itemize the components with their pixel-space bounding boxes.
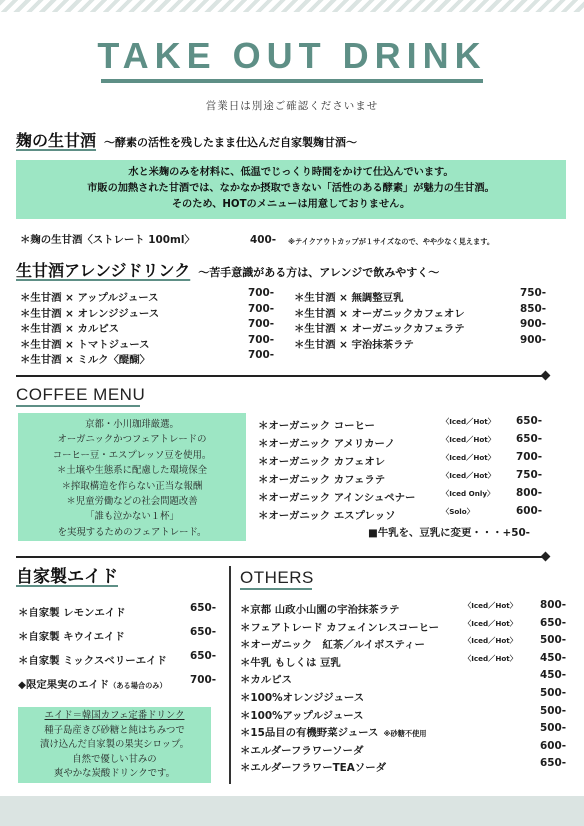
item-option: 〈Iced／Hot〉: [464, 601, 517, 610]
item-price: 900-: [520, 318, 547, 331]
amazake-box-line: そのため、HOTのメニューは用意しておりません。: [171, 199, 411, 210]
item-price: 700-: [248, 287, 275, 299]
list-item: [20, 348, 275, 367]
item-price: 500-: [540, 634, 567, 647]
item-option: 〈Iced Only〉: [442, 489, 495, 498]
page-subtitle: 営業日は別途ご確認くださいませ: [205, 100, 379, 112]
list-item: [20, 286, 275, 302]
top-stripe-band: [0, 0, 584, 12]
coffee-heading: COFFEE MENU: [16, 385, 146, 404]
item-option: 〈Iced／Hot〉: [464, 636, 517, 646]
item-name: ＊エルダーフラワーソーダ: [240, 744, 364, 757]
item-name: ＊100%アップルジュース: [240, 709, 364, 722]
list-item: [258, 450, 558, 468]
list-item: [18, 601, 223, 625]
list-item: [240, 668, 570, 686]
item-option: 〈Iced／Hot〉: [442, 435, 495, 444]
list-item: [294, 333, 554, 349]
list-item: [20, 333, 275, 349]
item-name: ＊京都 山政小山園の宇治抹茶ラテ: [240, 604, 400, 616]
soy-milk-note: ■牛乳を、豆乳に変更・・・+50-: [368, 527, 530, 539]
amazake-box-line: 水と米麹のみを材料に、低温でじっくり時間をかけて仕込んでいます。: [128, 167, 454, 178]
item-price: 650-: [190, 650, 217, 662]
item-name: ◆限定果実のエイド: [18, 679, 110, 691]
item-option: 〈Iced／Hot〉: [442, 453, 495, 462]
item-name: ＊生甘酒 × カルピス: [20, 323, 120, 336]
coffee-box-line: ＊児童労働などの社会問題改善: [66, 496, 198, 508]
item-name: ＊生甘酒 × オーガニックカフェオレ: [294, 307, 465, 320]
section-divider: [16, 375, 546, 377]
ade-box-line: 自然で優しい甘みの: [72, 753, 157, 765]
item-name: ＊自家製 ミックスベリーエイド: [18, 655, 167, 667]
item-price: 650-: [190, 626, 217, 638]
list-item: [20, 317, 275, 336]
item-name: ＊自家製 キウイエイド: [18, 631, 125, 643]
amazake-straight-price: 400-: [250, 234, 277, 246]
coffee-box-line: ＊土壌や生態系に配慮した環境保全: [56, 465, 207, 477]
list-item: [240, 739, 570, 757]
item-price: 650-: [540, 616, 567, 629]
item-price: 650-: [516, 415, 543, 427]
item-price: 700-: [190, 674, 217, 686]
item-name: ＊生甘酒 × 無調整豆乳: [294, 292, 404, 304]
amazake-box-line: 市販の加熱された甘酒では、なかなか摂取できない「活性のある酵素」が魅力の生甘酒。: [87, 183, 495, 194]
list-item: [18, 649, 223, 673]
item-price: 850-: [520, 302, 547, 315]
amazake-subtitle: ～酵素の活性を残したまま仕込んだ自家製麹甘酒～: [104, 136, 358, 149]
list-item: [240, 756, 570, 774]
coffee-box-line: を実現するためのフェアトレード。: [57, 526, 207, 538]
list-item: [240, 598, 570, 616]
item-option: 〈Iced／Hot〉: [464, 653, 517, 663]
item-name: ＊15品目の有機野菜ジュース: [240, 727, 379, 740]
item-name: ＊牛乳 もしくは 豆乳: [240, 656, 341, 669]
item-price: 700-: [248, 302, 275, 315]
item-name: ＊フェアトレード カフェインレスコーヒー: [240, 621, 440, 634]
item-option: 〈Iced／Hot〉: [464, 618, 517, 628]
coffee-box-line: オーガニックかつフェアトレードの: [57, 434, 207, 446]
list-item: [18, 625, 223, 649]
item-option: 〈Solo〉: [442, 507, 474, 516]
item-price: 600-: [516, 505, 543, 517]
ade-title: 自家製エイド: [16, 567, 118, 587]
item-name: ＊オーガニック カフェオレ: [258, 456, 386, 468]
list-item: [18, 673, 223, 697]
arrange-right-list: [294, 286, 554, 351]
ade-heading: [16, 567, 118, 587]
page-title: TAKE OUT DRINK: [97, 35, 487, 76]
coffee-heading-underline: [16, 405, 140, 407]
others-heading-underline: [240, 588, 312, 590]
item-option: 〈Iced／Hot〉: [442, 471, 495, 480]
item-name: ＊カルピス: [240, 674, 292, 687]
item-price: 700-: [516, 451, 543, 463]
others-list: [240, 598, 570, 774]
item-name: ＊自家製 レモンエイド: [18, 607, 126, 619]
amazake-title: 麹の生甘酒: [16, 131, 97, 150]
item-price: 750-: [520, 287, 547, 299]
list-item: [258, 468, 558, 486]
list-item: [258, 504, 558, 522]
item-name: ＊生甘酒 × 宇治抹茶ラテ: [294, 338, 414, 351]
item-price: 800-: [540, 599, 567, 611]
list-item: [258, 432, 558, 450]
item-name: ＊生甘酒 × オーガニックカフェラテ: [294, 323, 465, 336]
item-name: ＊生甘酒 × アップルジュース: [20, 292, 159, 304]
item-price: 700-: [248, 349, 275, 362]
item-price: 600-: [540, 739, 567, 752]
ade-box-head: エイド＝韓国カフェ定番ドリンク: [44, 710, 185, 721]
list-item: [294, 317, 554, 336]
ade-box-line: 種子島産きび砂糖と純はちみつで: [44, 724, 185, 736]
item-price: 500-: [540, 722, 567, 735]
coffee-box-line: 「誰も泣かない１杯」: [85, 511, 179, 523]
coffee-list: [258, 414, 558, 522]
item-price: 500-: [540, 704, 567, 717]
item-name: ＊オーガニック エスプレッソ: [258, 510, 396, 522]
item-price: 900-: [520, 333, 547, 346]
others-heading: OTHERS: [240, 568, 314, 587]
item-name: ＊生甘酒 × オレンジジュース: [20, 307, 160, 320]
item-option: 〈Iced／Hot〉: [442, 417, 495, 426]
coffee-info-box: [18, 413, 246, 541]
item-note: （ある場合のみ）: [109, 681, 167, 690]
item-name: ＊オーガニック コーヒー: [258, 420, 375, 432]
list-item: [294, 286, 554, 302]
ade-list: [18, 601, 223, 697]
list-item: [240, 721, 570, 739]
item-name: ＊オーガニック アインシュペナー: [258, 492, 416, 504]
item-note: ※砂糖不使用: [383, 729, 427, 739]
title-underline: [101, 79, 483, 83]
item-name: ＊オーガニック アメリカーノ: [258, 438, 396, 450]
item-price: 500-: [540, 686, 567, 699]
item-price: 450-: [540, 669, 567, 682]
list-item: [294, 302, 554, 318]
list-item: [20, 302, 275, 318]
coffee-box-line: 京都・小川珈琲厳選。: [85, 419, 179, 430]
amazake-straight-name: ＊麹の生甘酒〈ストレート 100ml〉: [20, 234, 195, 246]
item-name: ＊エルダーフラワーTEAソーダ: [240, 762, 386, 775]
item-price: 450-: [540, 651, 567, 664]
list-item: [240, 651, 570, 669]
arrange-left-list: [20, 286, 275, 367]
item-name: ＊オーガニック カフェラテ: [258, 474, 386, 486]
ade-box-line: 漬け込んだ自家製の果実シロップ。: [39, 739, 190, 751]
section-divider: [16, 556, 546, 558]
item-price: 700-: [248, 333, 275, 346]
list-item: [240, 633, 570, 651]
item-price: 650-: [540, 757, 567, 770]
item-price: 800-: [516, 487, 543, 499]
list-item: [240, 616, 570, 634]
arrange-heading: [16, 261, 439, 283]
item-price: 650-: [190, 602, 217, 614]
coffee-box-line: ＊搾取構造を作らない正当な報酬: [61, 480, 203, 492]
divider-diamond-icon: [541, 552, 551, 562]
coffee-box-line: コーヒー豆・エスプレッソ豆を使用。: [52, 449, 212, 461]
arrange-title: 生甘酒アレンジドリンク: [16, 261, 191, 280]
item-name: ＊オーガニック 紅茶／ルイボスティー: [240, 639, 425, 652]
divider-diamond-icon: [541, 371, 551, 381]
amazake-cup-note: ※テイクアウトカップが１サイズなので、やや少なく見えます。: [288, 237, 495, 246]
arrange-subtitle: ～苦手意識がある方は、アレンジで飲みやすく～: [198, 266, 440, 279]
item-price: 750-: [516, 469, 543, 481]
item-name: ＊生甘酒 × トマトジュース: [20, 338, 150, 351]
ade-info-box: [18, 707, 211, 783]
item-name: ＊100%オレンジジュース: [240, 691, 365, 704]
list-item: [258, 486, 558, 504]
list-item: [240, 686, 570, 704]
amazake-info-box: [16, 160, 566, 219]
item-price: 700-: [248, 318, 275, 331]
ade-box-line: 爽やかな炭酸ドリンクです。: [54, 768, 175, 780]
item-price: 650-: [516, 433, 543, 445]
column-separator: [229, 566, 231, 784]
list-item: [258, 414, 558, 432]
footer-band: [0, 796, 584, 826]
amazake-heading: [16, 131, 357, 153]
item-name: ＊生甘酒 × ミルク〈醍醐〉: [20, 354, 151, 367]
list-item: [240, 704, 570, 722]
